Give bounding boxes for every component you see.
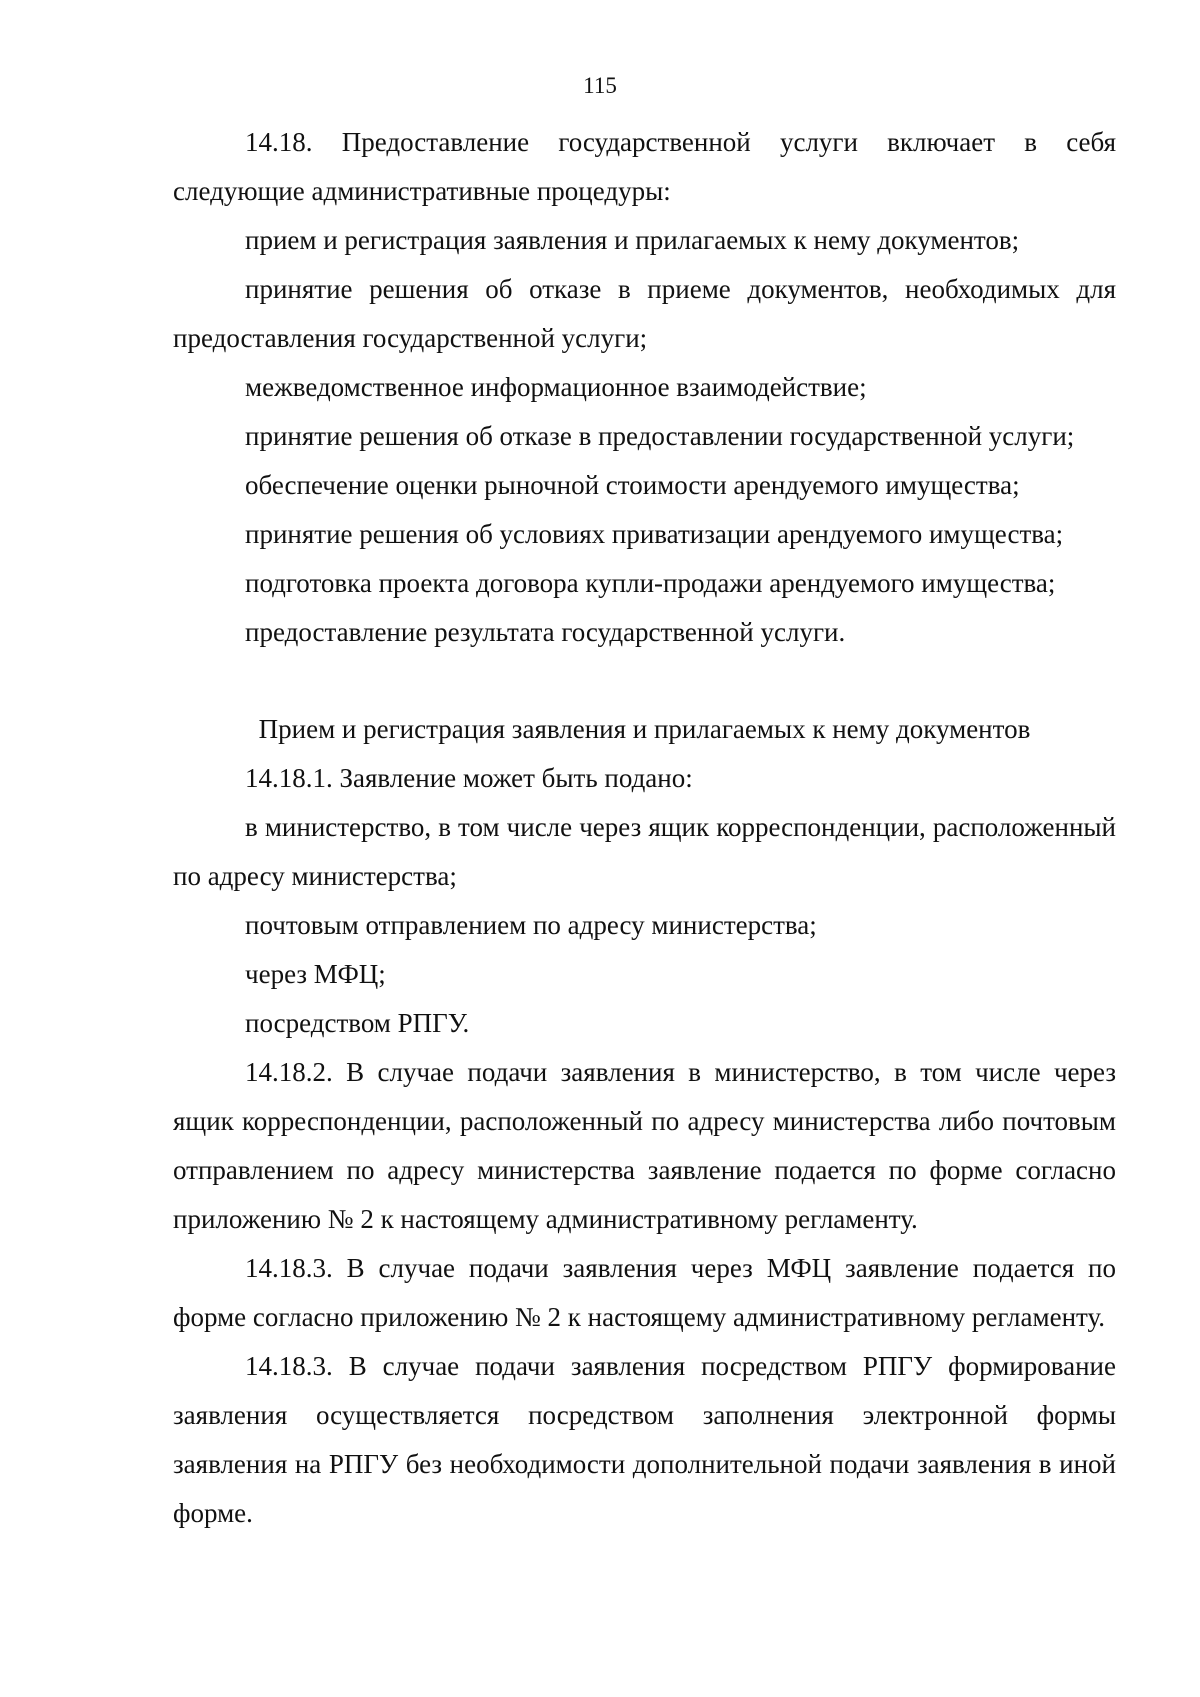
channel-item: посредством РПГУ. (245, 1008, 470, 1038)
page-number: 115 (583, 73, 617, 98)
procedure-item: принятие решения об условиях приватизации арендуемого имущества; (245, 519, 1064, 549)
section-heading: Прием и регистрация заявления и прилагаемых к нему документов (258, 714, 1031, 744)
paragraph-14-18-3-rpgu: 14.18.3. В случае подачи заявления посредством РПГУ формирование заявления осуществляется посредством заполнения электронной формы заявления на РПГУ без необходимости дополнительной подачи заявления в иной форме. (173, 1351, 1116, 1528)
paragraph-14-18-1-intro: 14.18.1. Заявление может быть подано: (245, 763, 693, 793)
procedure-item: предоставление результата государственной услуги. (245, 617, 846, 647)
channel-item: почтовым отправлением по адресу министерства; (245, 910, 817, 940)
paragraph-14-18-3-mfc: 14.18.3. В случае подачи заявления через МФЦ заявление подается по форме согласно приложению № 2 к настоящему административному регламенту. (173, 1253, 1116, 1332)
procedure-item: прием и регистрация заявления и прилагаемых к нему документов; (245, 225, 1020, 255)
procedure-item: принятие решения об отказе в приеме документов, необходимых для предоставления государственной услуги; (173, 274, 1116, 353)
channel-item: в министерство, в том числе через ящик корреспонденции, расположенный по адресу министерства; (173, 812, 1116, 891)
paragraph-14-18-intro: 14.18. Предоставление государственной услуги включает в себя следующие административные процедуры: (173, 127, 1116, 206)
paragraph-14-18-2: 14.18.2. В случае подачи заявления в министерство, в том числе через ящик корреспонденции, расположенный по адресу министерства либо почтовым отправлением по адресу министерства заявление подается по форме согласно приложению № 2 к настоящему административному регламенту. (173, 1057, 1116, 1234)
procedure-item: межведомственное информационное взаимодействие; (245, 372, 867, 402)
document-body (173, 118, 1116, 1538)
procedure-item: подготовка проекта договора купли-продажи арендуемого имущества; (245, 568, 1056, 598)
procedure-item: принятие решения об отказе в предоставлении государственной услуги; (245, 421, 1075, 451)
channel-item: через МФЦ; (245, 959, 386, 989)
procedure-item: обеспечение оценки рыночной стоимости арендуемого имущества; (245, 470, 1020, 500)
